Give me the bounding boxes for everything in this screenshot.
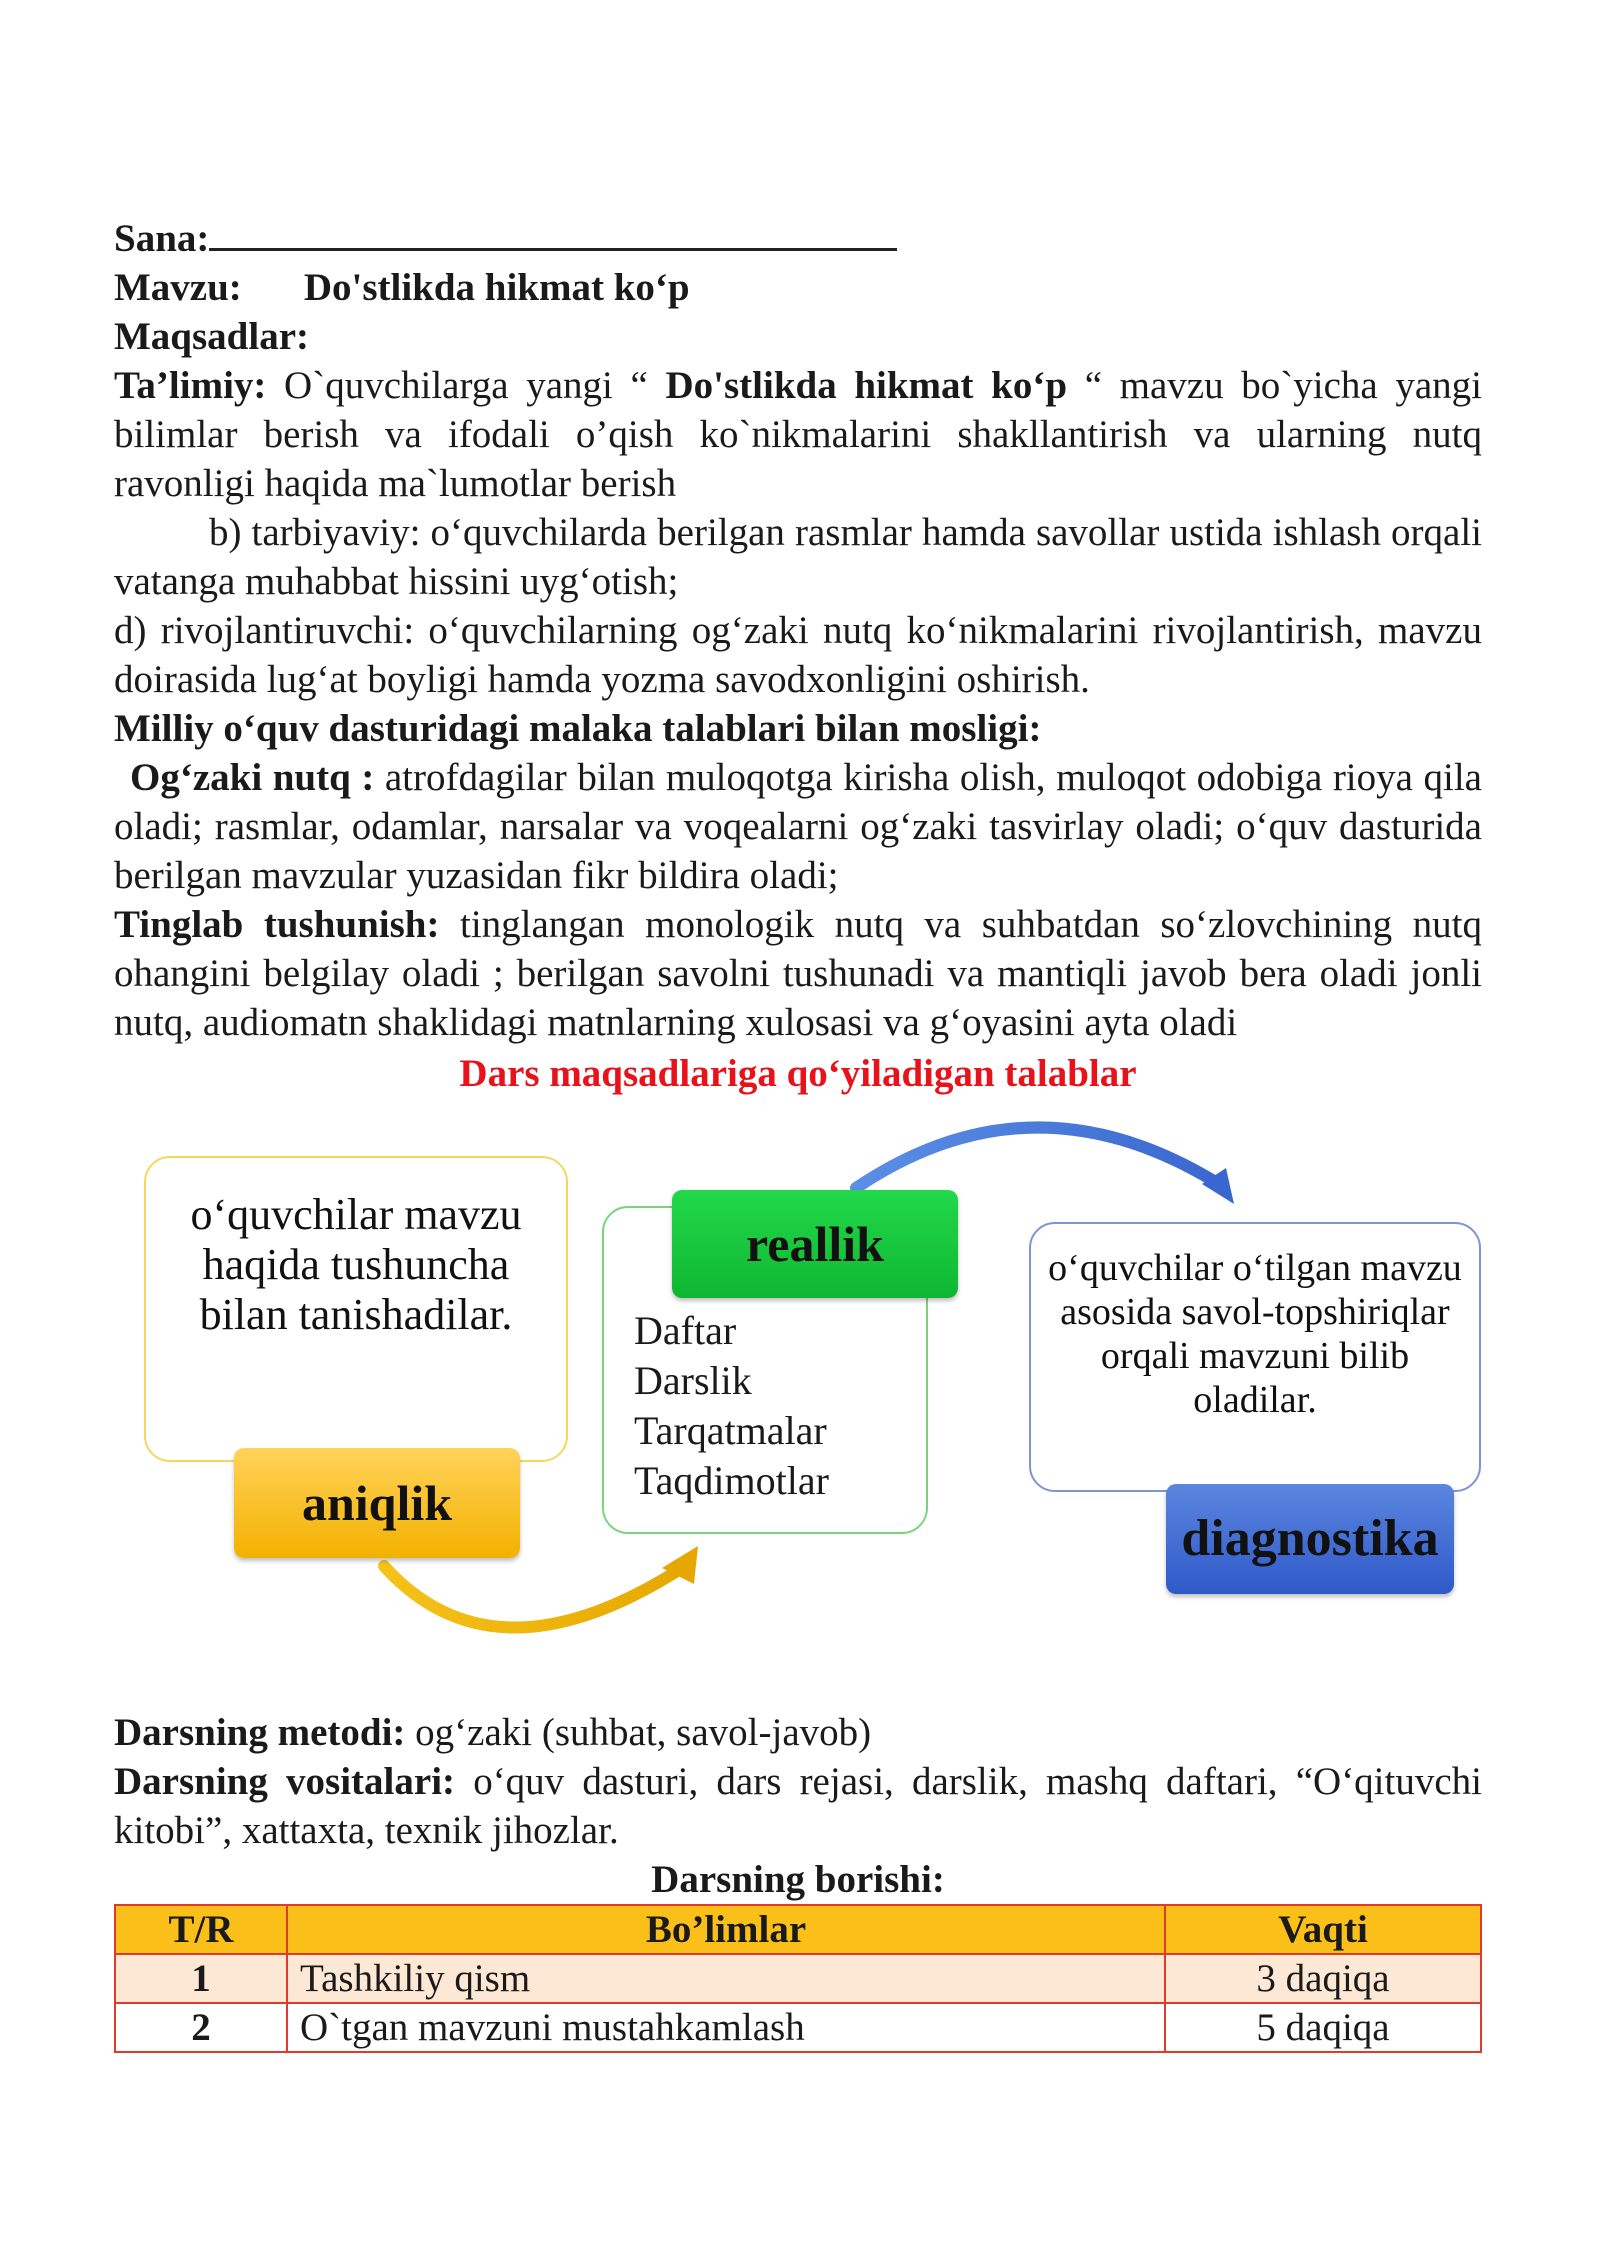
tinglab-label: Tinglab tushunish: [114,903,440,946]
vosita-paragraph [114,1757,1482,1855]
label-aniqlik: aniqlik [234,1448,520,1558]
row-time: 5 daqiqa [1165,2003,1481,2052]
row-time: 3 daqiqa [1165,1954,1481,2003]
arrow-aniqlik-to-reallik [384,1566,682,1628]
list-item: Tarqatmalar [634,1408,827,1453]
row-number: 2 [115,2003,287,2052]
row-section: O`tgan mavzuni mustahkamlash [287,2003,1165,2052]
ogzaki-label: Og‘zaki nutq : [130,756,375,799]
box-aniqlik-text: o‘quvchilar mavzu haqida tushuncha bilan tanishadilar. [190,1190,522,1339]
vosita-label: Darsning vositalari: [114,1760,456,1803]
ogzaki-text: atrofdagilar bilan muloqotga kirisha olish, muloqot odobiga rioya qila oladi; rasmlar, odamlar, narsalar va voqealarni og‘zaki tasvirlay oladi; o‘quv dasturida berilgan mavzular yuzasidan fikr bildira oladi; [114,756,1482,897]
lesson-plan-page [114,214,1482,2053]
mavzu-value: Do'stlikda hikmat ko‘p [303,266,690,309]
vosita-text: o‘quv dasturi, dars rejasi, darslik, mashq daftari, “O‘qituvchi kitobi”, xattaxta, texnik jihozlar. [114,1760,1482,1852]
list-item: Darslik [634,1358,752,1403]
milliy-heading: Milliy o‘quv dasturidagi malaka talablari bilan mosligi: [114,707,1042,750]
table-header-row [115,1905,1481,1954]
requirements-diagram [114,1098,1482,1708]
box-diagnostika-text: o‘quvchilar o‘tilgan mavzu asosida savol-topshiriqlar orqali mavzuni bilib oladilar. [1048,1247,1462,1421]
ogzaki-paragraph [114,753,1482,900]
talimiy-topic: Do'stlikda hikmat ko‘p [665,364,1068,407]
col-header-bolimlar: Bo’limlar [287,1905,1165,1954]
sana-line [114,214,1482,263]
col-header-vaqti: Vaqti [1165,1905,1481,1954]
list-item: Taqdimotlar [634,1458,829,1503]
talimiy-label: Ta’limiy: [114,364,267,407]
mavzu-line [114,263,1482,312]
rivojlantiruvchi-paragraph: d) rivojlantiruvchi: o‘quvchilarning og‘zaki nutq ko‘nikmalarini rivojlantirish, mavzu doirasida lug‘at boyligi hamda yozma savodxonligini oshirish. [114,609,1482,701]
reallik-list [634,1306,829,1506]
talimiy-text-2: “ mavzu bo`yicha yangi bilimlar berish va ifodali o’qish ko`nikmalarini shakllantirish va ularning nutq ravonligi haqida ma`lumotlar berish [114,364,1482,505]
metod-label: Darsning metodi: [114,1711,406,1754]
table-row [115,1954,1481,2003]
label-reallik: reallik [672,1190,958,1298]
maqsadlar-heading: Maqsadlar: [114,315,309,358]
tinglab-text: tinglangan monologik nutq va suhbatdan so‘zlovchining nutq ohangini belgilay oladi ; berilgan savolni tushunadi va mantiqli javob bera oladi jonli nutq, audiomatn shaklidagi matnlarning xulosasi va g‘oyasini ayta oladi [114,903,1482,1044]
list-item: Daftar [634,1308,737,1353]
metod-text: og‘zaki (suhbat, savol-javob) [405,1711,872,1754]
col-header-tr: T/R [115,1905,287,1954]
diagram-title: Dars maqsadlariga qo‘yiladigan talablar [459,1052,1137,1095]
tarbiyaviy-paragraph: b) tarbiyaviy: o‘quvchilarda berilgan rasmlar hamda savollar ustida ishlash orqali vatanga muhabbat hissini uyg‘otish; [114,511,1482,603]
talimiy-paragraph [114,361,1482,508]
row-section: Tashkiliy qism [287,1954,1165,2003]
tinglab-paragraph [114,900,1482,1047]
sana-label: Sana: [114,217,210,260]
plan-heading: Darsning borishi: [651,1858,945,1901]
row-number: 1 [115,1954,287,2003]
talimiy-text-1: O`quvchilarga yangi “ [266,364,666,407]
metod-line [114,1708,1482,1757]
table-row [115,2003,1481,2052]
label-diagnostika: diagnostika [1166,1484,1454,1594]
sana-blank-field [209,220,897,251]
mavzu-label: Mavzu: [114,266,242,309]
lesson-plan-table [114,1904,1482,2053]
